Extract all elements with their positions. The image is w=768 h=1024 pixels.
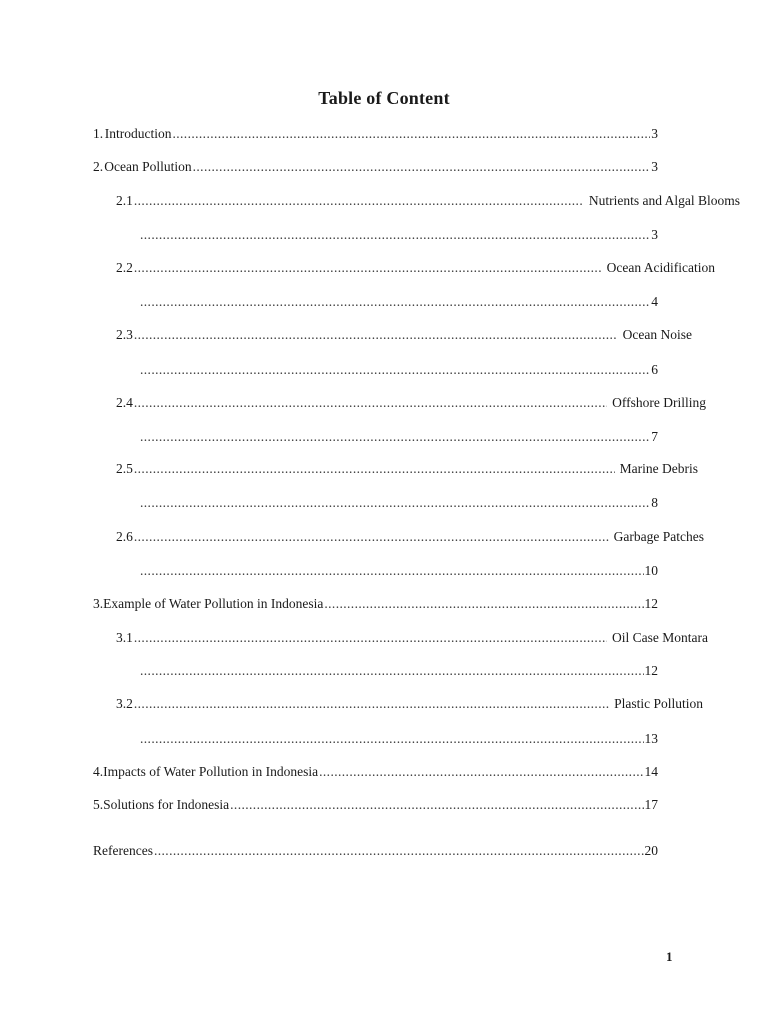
entry-page: 12	[644, 596, 658, 611]
toc-entry-ocean-noise-page[interactable]	[139, 361, 658, 379]
toc-entry-ocean-acidification-page[interactable]	[139, 293, 658, 311]
toc-entry-plastic-pollution-page[interactable]	[139, 730, 658, 748]
dot-leader	[140, 226, 650, 244]
toc-entry-references[interactable]	[93, 842, 658, 860]
dot-leader	[140, 428, 650, 446]
entry-label: Marine Debris	[619, 461, 698, 476]
entry-page: 8	[651, 495, 658, 510]
entry-page: 3	[651, 227, 658, 242]
toc-entry-solutions[interactable]	[93, 796, 658, 814]
entry-label: Ocean Acidification	[606, 260, 715, 275]
dot-leader	[140, 494, 650, 512]
entry-label: Garbage Patches	[613, 529, 704, 544]
dot-leader	[134, 629, 607, 647]
entry-page: 7	[651, 429, 658, 444]
toc-entry-offshore-drilling[interactable]	[116, 394, 706, 412]
toc-entry-ocean-pollution[interactable]	[93, 158, 658, 176]
toc-entry-impacts[interactable]	[93, 763, 658, 781]
toc-entry-ocean-acidification[interactable]	[116, 259, 715, 277]
entry-number: 1.	[93, 126, 104, 141]
toc-entry-ocean-noise[interactable]	[116, 326, 692, 344]
entry-label: Example of Water Pollution in Indonesia	[103, 596, 324, 611]
entry-label: Nutrients and Algal Blooms	[588, 193, 740, 208]
dot-leader	[140, 730, 644, 748]
dot-leader	[134, 192, 584, 210]
entry-label: References	[93, 843, 153, 858]
dot-leader	[154, 842, 644, 860]
toc-entry-nutrients-algal-blooms-page[interactable]	[139, 226, 658, 244]
entry-page: 3	[651, 159, 658, 174]
entry-number: 2.5	[116, 461, 133, 476]
entry-number: 2.6	[116, 529, 133, 544]
entry-page: 17	[644, 797, 658, 812]
entry-label: Offshore Drilling	[612, 395, 706, 410]
dot-leader	[134, 460, 615, 478]
page-number: 1	[666, 949, 673, 964]
dot-leader	[172, 125, 650, 143]
dot-leader	[134, 695, 609, 713]
entry-number: 3.2	[116, 696, 133, 711]
entry-number: 2.	[93, 159, 104, 174]
dot-leader	[134, 259, 602, 277]
entry-label: Impacts of Water Pollution in Indonesia	[103, 764, 319, 779]
dot-leader	[134, 528, 609, 546]
entry-number: 5.	[93, 797, 104, 812]
toc-entry-plastic-pollution[interactable]	[116, 695, 703, 713]
dot-leader	[140, 662, 644, 680]
entry-page: 4	[651, 294, 658, 309]
entry-page: 12	[644, 663, 658, 678]
entry-page: 20	[644, 843, 658, 858]
dot-leader	[140, 562, 644, 580]
toc-entry-garbage-patches[interactable]	[116, 528, 704, 546]
entry-page: 14	[644, 764, 658, 779]
entry-page: 6	[651, 362, 658, 377]
entry-number: 3.	[93, 596, 104, 611]
dot-leader	[134, 326, 618, 344]
entry-label: Oil Case Montara	[612, 630, 708, 645]
dot-leader	[230, 796, 643, 814]
toc-entry-oil-case-montara[interactable]	[116, 629, 708, 647]
toc-entry-oil-case-montara-page[interactable]	[139, 662, 658, 680]
toc-entry-nutrients-algal-blooms[interactable]	[116, 192, 740, 210]
dot-leader	[140, 361, 650, 379]
dot-leader	[140, 293, 650, 311]
toc-entry-marine-debris[interactable]	[116, 460, 698, 478]
entry-number: 2.4	[116, 395, 133, 410]
entry-page: 13	[644, 731, 658, 746]
toc-entry-offshore-drilling-page[interactable]	[139, 428, 658, 446]
entry-label: Ocean Pollution	[104, 159, 192, 174]
entry-label: Introduction	[104, 126, 172, 141]
entry-label: Ocean Noise	[622, 327, 692, 342]
entry-label: Plastic Pollution	[614, 696, 703, 711]
entry-number: 2.3	[116, 327, 133, 342]
toc-entry-introduction[interactable]	[93, 125, 658, 143]
dot-leader	[324, 595, 643, 613]
toc-entry-example-water-pollution[interactable]	[93, 595, 658, 613]
entry-page: 3	[651, 126, 658, 141]
toc-entry-garbage-patches-page[interactable]	[139, 562, 658, 580]
toc-title: Table of Content	[318, 88, 450, 108]
entry-number: 4.	[93, 764, 104, 779]
dot-leader	[134, 394, 607, 412]
entry-label: Solutions for Indonesia	[103, 797, 230, 812]
toc-entry-marine-debris-page[interactable]	[139, 494, 658, 512]
dot-leader	[193, 158, 651, 176]
dot-leader	[319, 763, 643, 781]
entry-number: 2.1	[116, 193, 133, 208]
entry-number: 3.1	[116, 630, 133, 645]
entry-number: 2.2	[116, 260, 133, 275]
entry-page: 10	[644, 563, 658, 578]
